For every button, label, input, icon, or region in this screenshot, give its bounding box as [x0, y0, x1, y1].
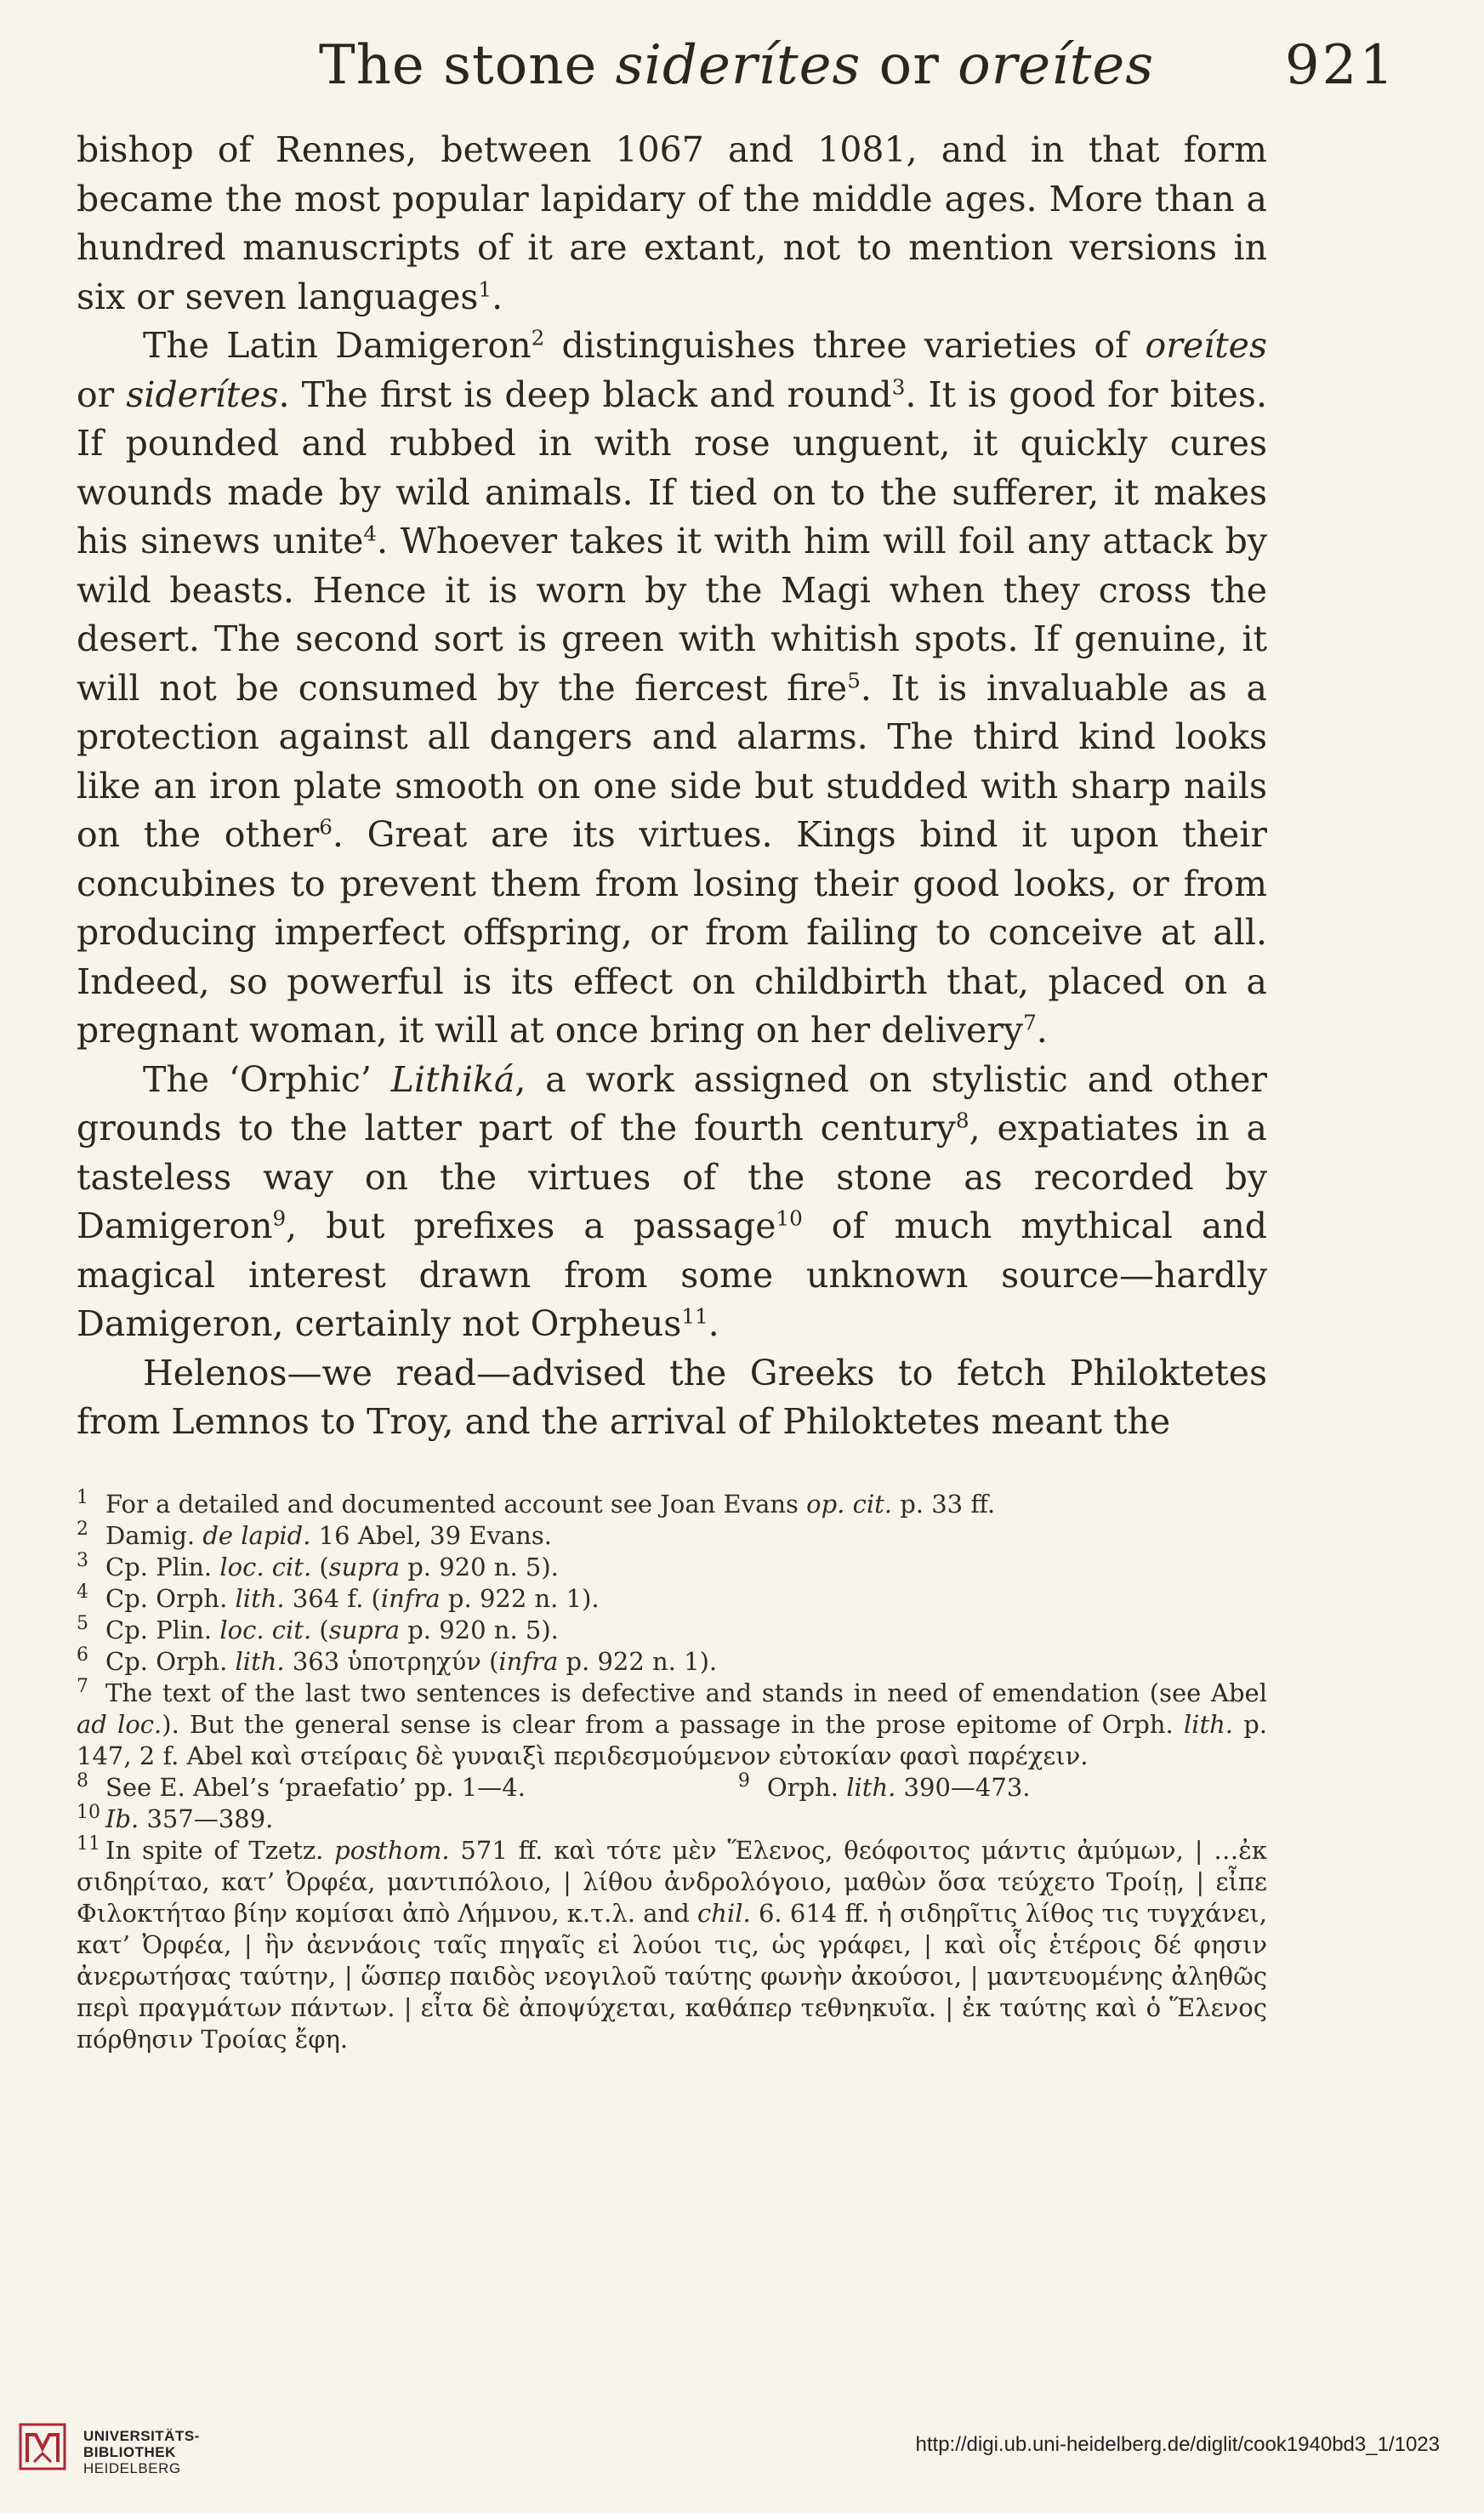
footnote-italic: lith. — [235, 1647, 285, 1676]
paragraph-2 — [77, 322, 1267, 1056]
footnote-text: p. 33 ff. — [892, 1490, 996, 1519]
p2-text: . It is invaluable as a protection against all dangers and alarms. The third kind looks like an iron plate smooth on one side but studded with sharp nails on the other — [77, 667, 1267, 855]
footnote-text: ). But the general sense is clear from a passage in the prose epitome of Orph. — [162, 1710, 1184, 1739]
title-prefix: The stone — [319, 34, 616, 97]
footnote-11: 11 In spite of Tzetz. posthom. 571 ff. καὶ τότε μὲν Ἕλενος, θεόφοιτος μάντις ἀμύμων, | …ἐκ σιδηρίταο, κατ’ Ὀρφέα, μαντιπόλοιο, | λίθου ἀνδρολόγοιο, μαθὼν ὅσα τεύχετο Τροίῃ, | εἶπε Φιλοκτήταο βίην κομίσαι ἀπὸ Λήμνου, κ.τ.λ. and chil. 6. 614 ff. ἡ σιδηρῖτις λίθος τις τυγχάνει, κατ’ Ὀρφέα, | ἣν ἀεννάοις ταῖς πηγαῖς εἰ λούοι τις, ὡς γράφει, | καὶ οἷς ἑτέροις δέ φησιν ἀνερωτήσας ταύτην, | ὥσπερ παιδὸς νεογιλοῦ ταύτης φωνὴν ἀκούσοι, | μαντευομένης ἀληθῶς περὶ πραγμάτων πάντων. | εἶτα δὲ ἀποψύχεται, καθάπερ τεθνηκυῖα. | ἐκ ταύτης καὶ ὁ Ἕλενος πόρθησιν Τροίας ἔφη. — [77, 1833, 1267, 2054]
footnote-text: Cp. Plin. — [105, 1616, 220, 1644]
p1-text: bishop of Rennes, between 1067 and 1081, and in that form became the most popular lapidary of the middle ages. More than a hundred manuscripts of it are extant, not to mention versions in six or seven languages — [77, 129, 1267, 317]
footnote-10: 10 Ib. 357—389. — [77, 1802, 274, 1833]
footnote-text: Cp. Plin. — [105, 1553, 220, 1581]
footnote-greek-text: p. 147, 2 f. Abel καὶ στείραις δὲ γυναιξὶ περιδεσμούμενον εὐτοκίαν φασὶ παρέχειν. — [77, 1710, 1267, 1770]
footnote-4: 4 Cp. Orph. lith. 364 f. (infra p. 922 n. 1). — [77, 1581, 600, 1613]
p3-text: , a work assigned on stylistic and other grounds to the latter part of the fourth century — [77, 1058, 1267, 1148]
footnote-ref[interactable]: 2 — [531, 325, 545, 350]
footnote-text: ( — [311, 1616, 329, 1644]
footnote-3: 3 Cp. Plin. loc. cit. (supra p. 920 n. 5). — [77, 1550, 559, 1581]
footnote-7: 7 The text of the last two sentences is defective and stands in need of emendation (see Abel ad loc.). But the general sense is clear from a passage in the prose epitome of Orph. lith. p. 147, 2 f. Abel καὶ στείραις δὲ γυναιξὶ περιδεσμούμενον εὐτοκίαν φασὶ παρέχειν. — [77, 1676, 1267, 1770]
footnote-1: 1 For a detailed and documented account see Joan Evans op. cit. p. 33 ff. — [77, 1487, 996, 1519]
footnote-text: Damig. — [105, 1521, 203, 1550]
footnote-text: The text of the last two sentences is defective and stands in need of emendation (see Abel — [105, 1678, 1267, 1707]
footnote-5: 5 Cp. Plin. loc. cit. (supra p. 920 n. 5). — [77, 1613, 559, 1644]
footnote-greek-text: 6. 614 ff. ἡ σιδηρῖτις λίθος τις τυγχάνει, κατ’ Ὀρφέα, | ἣν ἀεννάοις ταῖς πηγαῖς εἰ λούοι τις, ὡς γράφει, | καὶ οἷς ἑτέροις δέ φησιν ἀνερωτήσας ταύτην, | ὥσπερ παιδὸς νεογιλοῦ ταύτης φωνὴν ἀκούσοι, | μαντευομένης ἀληθῶς περὶ πραγμάτων πάντων. | εἶτα δὲ ἀποψύχεται, καθάπερ τεθνηκυῖα. | ἐκ ταύτης καὶ ὁ Ἕλενος πόρθησιν Τροίας ἔφη. — [77, 1899, 1267, 2054]
footnote-greek-text: 571 ff. καὶ τότε μὲν Ἕλενος, θεόφοιτος μάντις ἀμύμων, | …ἐκ σιδηρίταο, κατ’ Ὀρφέα, μαντιπόλοιο, | λίθου ἀνδρολόγοιο, μαθὼν ὅσα τεύχετο Τροίῃ, | εἶπε Φιλοκτήταο βίην κομίσαι ἀπὸ Λήμνου, κ.τ.λ. and — [77, 1836, 1267, 1928]
footnote-text: Orph. — [766, 1773, 847, 1802]
footnote-italic: supra — [328, 1616, 401, 1644]
footnote-italic: lith. — [1183, 1710, 1233, 1739]
main-text — [77, 126, 1267, 1447]
p2-text: or — [77, 373, 127, 415]
footnote-text: In spite of Tzetz. — [105, 1836, 335, 1865]
footnote-text: 363 ὑποτρηχύν ( — [284, 1647, 499, 1676]
university-library-logo-icon — [19, 2423, 66, 2470]
library-line-3: HEIDELBERG — [83, 2460, 181, 2476]
footnote-italic: ad loc. — [77, 1710, 162, 1739]
footnote-ref[interactable]: 8 — [955, 1108, 969, 1133]
footnote-italic: chil. — [697, 1899, 751, 1928]
footnote-ref[interactable]: 9 — [272, 1205, 287, 1231]
p3-end: . — [708, 1303, 719, 1344]
digitization-footer — [0, 2416, 1484, 2484]
title-word-oreites: oreítes — [958, 34, 1155, 97]
p3-text: of much mythical and magical interest drawn from some unknown source—hardly Damigeron, certainly not Orpheus — [77, 1205, 1268, 1344]
footnote-ref[interactable]: 10 — [776, 1205, 803, 1231]
p2-text: distinguishes three varieties of — [544, 325, 1146, 366]
running-title — [319, 34, 1154, 97]
footnote-italic: infra — [498, 1647, 559, 1676]
paragraph-4: Helenos—we read—advised the Greeks to fetch Philoktetes from Lemnos to Troy, and the arrival of Philoktetes meant the — [77, 1352, 1267, 1442]
footnote-italic: lith. — [846, 1773, 896, 1802]
footnote-italic: supra — [328, 1553, 401, 1581]
paragraph-3 — [77, 1056, 1267, 1349]
footnote-text: 364 f. ( — [284, 1584, 381, 1613]
title-s: s — [832, 34, 861, 97]
library-line-2: BIBLIOTHEK — [83, 2444, 176, 2460]
running-header — [77, 26, 1403, 102]
p3-italic: Lithiká — [390, 1058, 515, 1100]
footnote-ref[interactable]: 3 — [891, 373, 906, 399]
library-name — [83, 2428, 200, 2476]
footnote-text: p. 922 n. 1). — [558, 1647, 718, 1676]
footnote-text: ( — [311, 1553, 329, 1581]
footnote-italic: Ib. — [105, 1804, 139, 1833]
footnote-italic: loc. cit. — [219, 1616, 312, 1644]
footnote-2: 2 Damig. de lapid. 16 Abel, 39 Evans. — [77, 1519, 552, 1550]
p1-end: . — [492, 276, 503, 317]
p2-end: . — [1036, 1010, 1048, 1051]
paragraph-1 — [77, 126, 1267, 322]
footnote-6: 6 Cp. Orph. lith. 363 ὑποτρηχύν (infra p. 922 n. 1). — [77, 1644, 718, 1676]
p2-italic: siderítes — [126, 373, 279, 415]
footnote-text: Cp. Orph. — [105, 1584, 236, 1613]
footnote-italic: posthom. — [334, 1836, 450, 1865]
page-number: 921 — [1284, 34, 1396, 97]
library-line-1: UNIVERSITÄTS- — [83, 2428, 200, 2444]
footnote-italic: infra — [380, 1584, 441, 1613]
title-word-siderites: sideríte — [615, 34, 833, 97]
p2-text: . Great are its virtues. Kings bind it upon their concubines to prevent them from losing their good looks, or from producing imperfect offspring, or from failing to conceive at all. Indeed, so powerful is its effect on childbirth that, placed on a pregnant woman, it will at once bring on her delivery — [77, 814, 1267, 1051]
p2-italic: oreítes — [1145, 325, 1267, 366]
p3-text: , but prefixes a passage — [286, 1205, 776, 1246]
footnote-text: p. 922 n. 1). — [440, 1584, 600, 1613]
footnote-ref[interactable]: 4 — [363, 521, 377, 546]
footnote-text: 390—473. — [896, 1773, 1031, 1802]
footnote-italic: op. cit. — [806, 1490, 893, 1519]
footnote-ref[interactable]: 6 — [319, 814, 333, 840]
footnote-text: See E. Abel’s ‘praefatio’ pp. 1—4. — [105, 1773, 526, 1802]
p2-text: . Whoever takes it with him will foil any attack by wild beasts. Hence it is worn by the Magi when they cross the desert. The second sort is green with whitish spots. If genuine, it will not be consumed by the fiercest fire — [77, 521, 1267, 709]
footnote-ref[interactable]: 5 — [847, 667, 861, 692]
footnote-italic: de lapid. — [202, 1521, 311, 1550]
footnote-text: For a detailed and documented account see Joan Evans — [105, 1490, 807, 1519]
footnote-text: p. 920 n. 5). — [400, 1616, 559, 1644]
footnote-text: p. 920 n. 5). — [400, 1553, 559, 1581]
footnote-ref[interactable]: 11 — [681, 1303, 708, 1329]
source-url-link[interactable]: http://digi.ub.uni-heidelberg.de/diglit/cook1940bd3_1/1023 — [915, 2433, 1440, 2456]
footnote-text: 357—389. — [139, 1804, 274, 1833]
footnote-ref[interactable]: 7 — [1023, 1010, 1037, 1035]
p2-text: . It is good for bites. If pounded and rubbed in with rose unguent, it quickly cures wounds made by wild animals. If tied on to the sufferer, it makes his sinews unite — [77, 373, 1267, 561]
p2-text: The Latin Damigeron — [143, 325, 532, 366]
footnote-italic: loc. cit. — [219, 1553, 312, 1581]
footnotes — [77, 1489, 1267, 2055]
p2-text: . The first is deep black and round — [278, 373, 892, 415]
p3-text: The ‘Orphic’ — [143, 1058, 391, 1100]
footnote-8-9: 8 See E. Abel’s ‘praefatio’ pp. 1—4. 9 Orph. lith. 390—473. — [77, 1770, 1031, 1802]
p3-text: , expatiates in a tasteless way on the virtues of the stone as recorded by Damigeron — [77, 1108, 1267, 1246]
footnote-text: Cp. Orph. — [105, 1647, 236, 1676]
footnote-ref[interactable]: 1 — [478, 276, 492, 301]
footnote-text: 16 Abel, 39 Evans. — [310, 1521, 552, 1550]
title-or: or — [861, 34, 958, 97]
footnote-italic: lith. — [235, 1584, 285, 1613]
